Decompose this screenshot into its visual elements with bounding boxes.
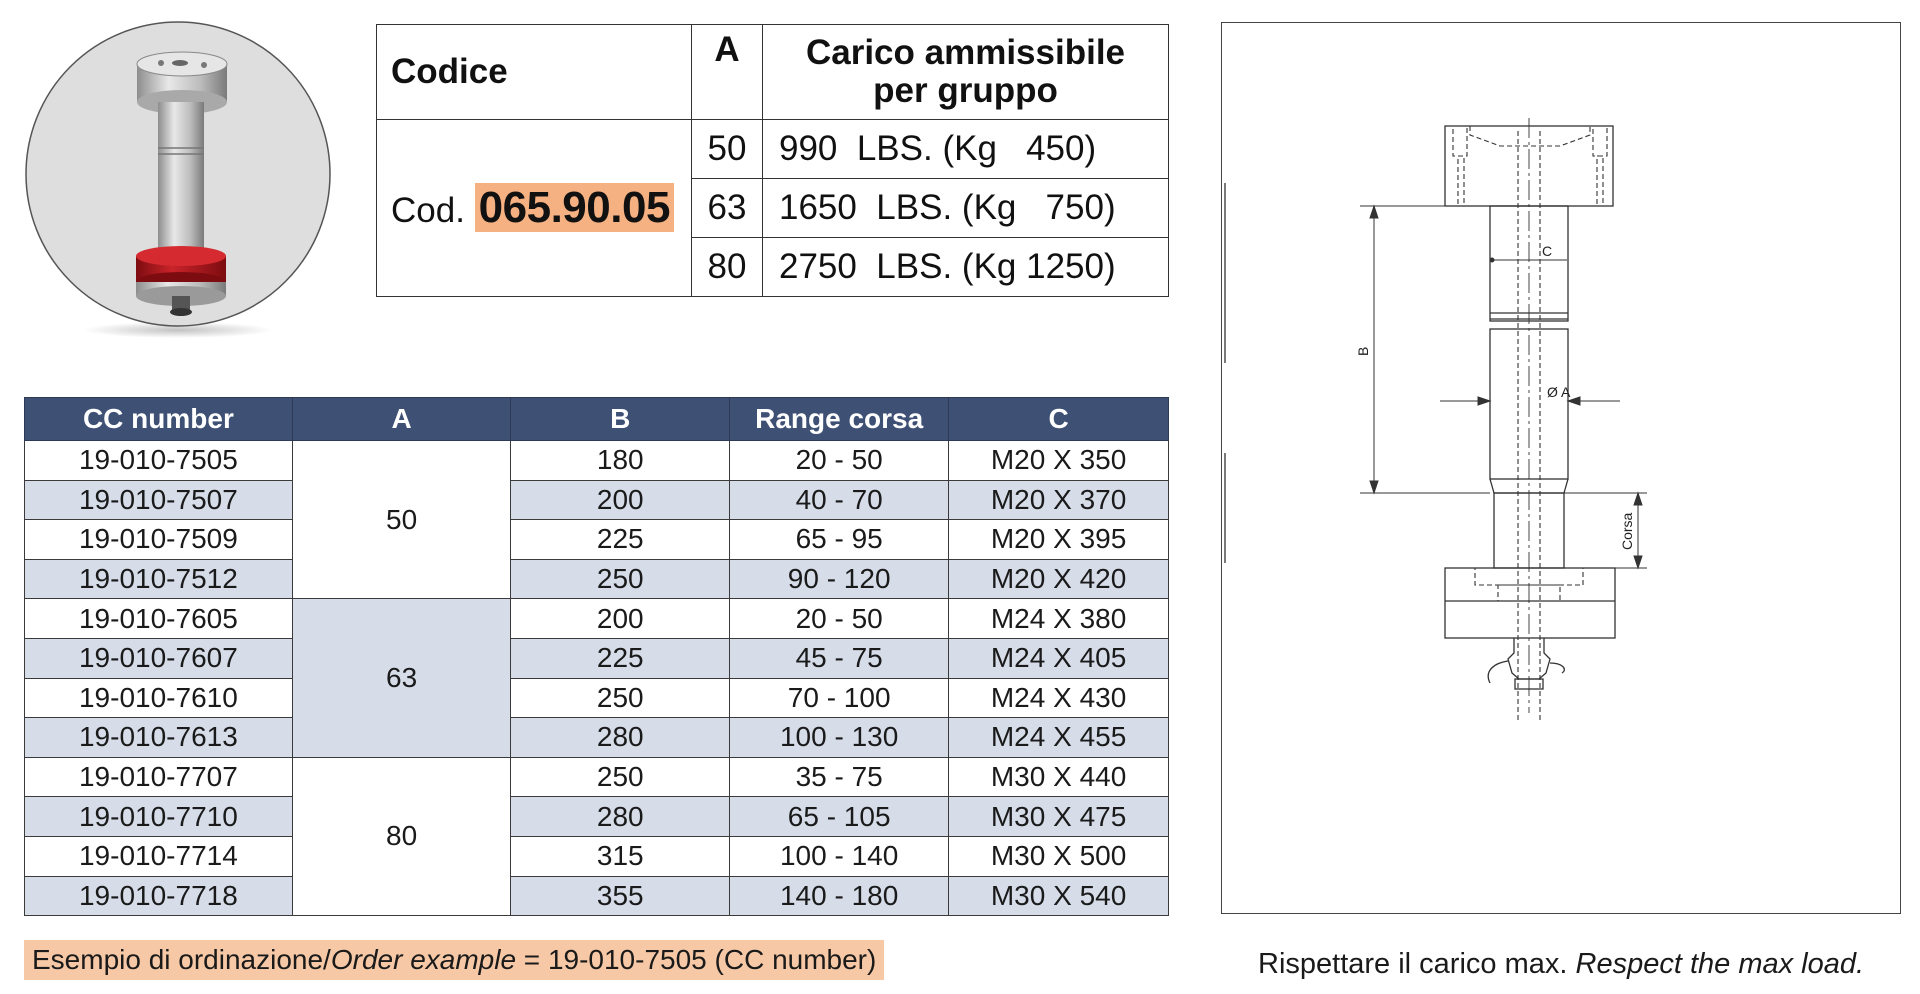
product-photo (22, 20, 338, 340)
label-c: C (1542, 243, 1553, 259)
cod-prefix: Cod. (391, 191, 465, 230)
cell-b: 250 (511, 559, 730, 599)
header-codice: Codice (377, 25, 692, 120)
load-value: 2750 LBS. (Kg 1250) (763, 238, 1169, 297)
order-italic: Order example (330, 944, 517, 975)
table-row (25, 559, 1169, 599)
cell-c: M30 X 540 (949, 876, 1169, 916)
base-block (1445, 568, 1615, 638)
table-row (25, 599, 1169, 639)
cell-b: 200 (511, 480, 730, 520)
cell-b: 225 (511, 638, 730, 678)
cell-b: 280 (511, 797, 730, 837)
cell-c: M30 X 500 (949, 836, 1169, 876)
order-example (24, 940, 884, 980)
cell-b: 280 (511, 718, 730, 758)
shaft (158, 102, 204, 262)
cell-range: 20 - 50 (730, 441, 949, 481)
cell-c: M30 X 440 (949, 757, 1169, 797)
cell-b: 250 (511, 757, 730, 797)
cell-b: 225 (511, 520, 730, 560)
label-a: Ø A (1547, 384, 1571, 400)
cc-number: 19-010-7707 (25, 757, 293, 797)
cc-number: 19-010-7509 (25, 520, 293, 560)
cell-c: M24 X 430 (949, 678, 1169, 718)
cell-c: M24 X 405 (949, 638, 1169, 678)
cc-number: 19-010-7710 (25, 797, 293, 837)
header-c: C (949, 398, 1169, 441)
cell-range: 20 - 50 (730, 599, 949, 639)
cc-number: 19-010-7505 (25, 441, 293, 481)
note-italic: Respect the max load. (1575, 948, 1865, 980)
cell-range: 35 - 75 (730, 757, 949, 797)
label-corsa: Corsa (1619, 512, 1635, 550)
table-row (25, 836, 1169, 876)
cell-c: M20 X 350 (949, 441, 1169, 481)
cell-c: M30 X 475 (949, 797, 1169, 837)
load-table (376, 24, 1169, 297)
cell-c: M24 X 455 (949, 718, 1169, 758)
cell-b: 180 (511, 441, 730, 481)
table-row (25, 678, 1169, 718)
cc-number: 19-010-7718 (25, 876, 293, 916)
header-range-corsa: Range corsa (730, 398, 949, 441)
group-a: 63 (292, 599, 511, 757)
group-a: 50 (292, 441, 511, 599)
load-a: 63 (692, 179, 763, 238)
cell-b: 250 (511, 678, 730, 718)
group-a: 80 (292, 757, 511, 915)
cell-c: M20 X 420 (949, 559, 1169, 599)
cell-range: 100 - 130 (730, 718, 949, 758)
header-a: A (692, 25, 763, 120)
drawing-svg (1222, 23, 1900, 913)
header-carico-line1: Carico ammissibile (805, 33, 1126, 72)
load-a: 80 (692, 238, 763, 297)
cc-number: 19-010-7613 (25, 718, 293, 758)
note-plain: Rispettare il carico max. (1258, 948, 1576, 980)
table-row (25, 638, 1169, 678)
cell-range: 90 - 120 (730, 559, 949, 599)
table-row (25, 757, 1169, 797)
cell-c: M20 X 395 (949, 520, 1169, 560)
cc-number: 19-010-7605 (25, 599, 293, 639)
cod-value: 065.90.05 (475, 183, 674, 232)
cell-b: 315 (511, 836, 730, 876)
cc-number: 19-010-7607 (25, 638, 293, 678)
table-row (25, 520, 1169, 560)
cell-range: 45 - 75 (730, 638, 949, 678)
load-value: 990 LBS. (Kg 450) (763, 120, 1169, 179)
order-suffix: = 19-010-7505 (CC number) (516, 944, 877, 975)
table-row (25, 718, 1169, 758)
cc-number: 19-010-7714 (25, 836, 293, 876)
cell-b: 200 (511, 599, 730, 639)
cell-b: 355 (511, 876, 730, 916)
header-a: A (292, 398, 511, 441)
header-b: B (511, 398, 730, 441)
header-carico (763, 25, 1169, 120)
table-row (25, 480, 1169, 520)
cc-table (24, 397, 1169, 916)
load-value: 1650 LBS. (Kg 750) (763, 179, 1169, 238)
label-b: B (1355, 346, 1371, 356)
cell-range: 65 - 105 (730, 797, 949, 837)
header-cc-number: CC number (25, 398, 293, 441)
cc-number: 19-010-7512 (25, 559, 293, 599)
cell-range: 140 - 180 (730, 876, 949, 916)
table-row (25, 797, 1169, 837)
cell-range: 100 - 140 (730, 836, 949, 876)
cell-c: M20 X 370 (949, 480, 1169, 520)
cc-number: 19-010-7507 (25, 480, 293, 520)
order-prefix: Esempio di ordinazione/ (32, 944, 331, 975)
header-carico-line2: per gruppo (873, 71, 1058, 110)
cell-range: 40 - 70 (730, 480, 949, 520)
cc-number: 19-010-7610 (25, 678, 293, 718)
cell-c: M24 X 380 (949, 599, 1169, 639)
cell-range: 65 - 95 (730, 520, 949, 560)
load-a: 50 (692, 120, 763, 179)
technical-drawing (1221, 22, 1901, 914)
max-load-note (1258, 948, 1864, 981)
code-cell (377, 120, 692, 297)
cell-range: 70 - 100 (730, 678, 949, 718)
table-row (25, 876, 1169, 916)
table-row (25, 441, 1169, 481)
